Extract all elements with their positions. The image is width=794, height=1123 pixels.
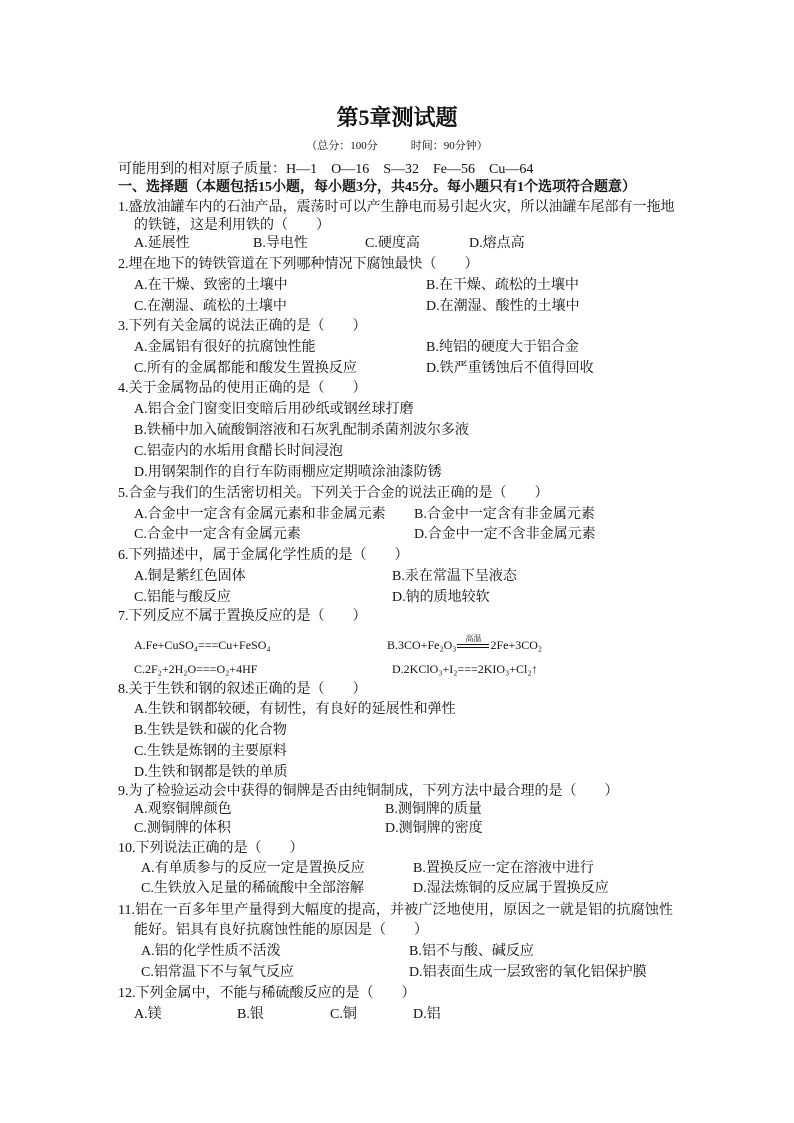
- question-10-option-a: A.有单质参与的反应一定是置换反应: [141, 861, 365, 876]
- question-5-option-d: D.合金中一定不含非金属元素: [414, 527, 596, 542]
- question-8-option-c: C.生铁是炼钢的主要原料: [134, 744, 287, 759]
- question-5-option-c: C.合金中一定含有金属元素: [134, 527, 301, 542]
- question-5-option-a: A.合金中一定含有金属元素和非金属元素: [134, 507, 386, 522]
- question-11-option-a: A.铝的化学性质不活泼: [141, 944, 281, 959]
- question-6-option-a: A.铜是紫红色固体: [134, 569, 246, 584]
- question-4-option-d: D.用钢架制作的自行车防雨棚应定期喷涂油漆防锈: [134, 465, 442, 480]
- question-3-option-a: A.金属铝有很好的抗腐蚀性能: [134, 340, 316, 355]
- atomic-mass-note: 可能用到的相对原子质量：H—1 O—16 S—32 Fe—56 Cu—64: [118, 162, 534, 177]
- question-11-stem: 11.铝在一百多年里产量得到大幅度的提高，并被广泛地使用，原因之一就是铝的抗腐蚀性: [118, 903, 673, 918]
- section-heading: 一、选择题（本题包括15小题，每小题3分，共45分。每小题只有1个选项符合题意）: [118, 180, 636, 195]
- question-10-option-c: C.生铁放入足量的稀硫酸中全部溶解: [141, 881, 364, 896]
- question-2-option-c: C.在潮湿、疏松的土壤中: [134, 299, 287, 314]
- question-10-stem: 10.下列说法正确的是（ ）: [118, 841, 304, 856]
- question-12-option-a: A.镁: [134, 1007, 162, 1022]
- question-2-option-d: D.在潮湿、酸性的土壤中: [426, 299, 580, 314]
- question-6-stem: 6.下列描述中，属于金属化学性质的是（ ）: [118, 548, 409, 563]
- question-11-option-b: B.铝不与酸、碱反应: [409, 944, 534, 959]
- question-5-option-b: B.合金中一定含有非金属元素: [414, 507, 595, 522]
- question-12-stem: 12.下列金属中，不能与稀硫酸反应的是（ ）: [118, 986, 416, 1001]
- question-1-option-c: C.硬度高: [365, 236, 420, 251]
- question-7-stem: 7.下列反应不属于置换反应的是（ ）: [118, 609, 367, 624]
- question-10-option-b: B.置换反应一定在溶液中进行: [413, 861, 594, 876]
- question-6-option-c: C.铝能与酸反应: [134, 590, 231, 605]
- question-1-stem-continued: 的铁链，这是利用铁的（ ）: [134, 218, 330, 233]
- question-2-option-a: A.在干燥、致密的土壤中: [134, 278, 288, 293]
- page-title: 第5章测试题: [336, 105, 458, 130]
- question-9-option-d: D.测铜牌的密度: [385, 821, 483, 836]
- question-11-option-d: D.铝表面生成一层致密的氧化铝保护膜: [409, 965, 647, 980]
- question-8-option-a: A.生铁和钢都较硬，有韧性，有良好的延展性和弹性: [134, 702, 456, 717]
- question-9-option-b: B.测铜牌的质量: [385, 802, 482, 817]
- question-5-stem: 5.合金与我们的生活密切相关。下列关于合金的说法正确的是（ ）: [118, 486, 549, 501]
- question-12-option-b: B.银: [237, 1007, 264, 1022]
- question-4-option-c: C.铝壶内的水垢用食醋长时间浸泡: [134, 444, 343, 459]
- question-3-option-d: D.铁严重锈蚀后不值得回收: [426, 361, 594, 376]
- question-7-option-a: A.Fe+CuSO₄===Cu+FeSO₄: [134, 638, 271, 652]
- reaction-condition: 高温: [465, 634, 482, 644]
- question-7-option-d: D.2KClO₃+I₂===2KIO₃+Cl₂↑: [392, 662, 538, 676]
- question-12-option-c: C.铜: [330, 1007, 357, 1022]
- question-9-option-c: C.测铜牌的体积: [134, 821, 231, 836]
- question-10-option-d: D.湿法炼铜的反应属于置换反应: [413, 881, 609, 896]
- question-1-option-b: B.导电性: [253, 236, 308, 251]
- question-3-option-c: C.所有的金属都能和酸发生置换反应: [134, 361, 357, 376]
- question-6-option-d: D.钠的质地较软: [392, 590, 490, 605]
- question-9-option-a: A.观察铜牌颜色: [134, 802, 232, 817]
- reaction-equals-sign: [457, 634, 489, 648]
- question-4-option-b: B.铁桶中加入硫酸铜溶液和石灰乳配制杀菌剂波尔多液: [134, 423, 469, 438]
- question-8-option-b: B.生铁是铁和碳的化合物: [134, 723, 287, 738]
- question-8-option-d: D.生铁和钢都是铁的单质: [134, 765, 288, 780]
- question-4-option-a: A.铝合金门窗变旧变暗后用砂纸或钢丝球打磨: [134, 402, 414, 417]
- question-3-option-b: B.纯铝的硬度大于铝合金: [426, 340, 579, 355]
- question-2-stem: 2.埋在地下的铸铁管道在下列哪种情况下腐蚀最快（ ）: [118, 257, 479, 272]
- question-1-option-a: A.延展性: [134, 236, 190, 251]
- question-4-stem: 4.关于金属物品的使用正确的是（ ）: [118, 381, 367, 396]
- question-2-option-b: B.在干燥、疏松的土壤中: [426, 278, 579, 293]
- question-7-option-c: C.2F₂+2H₂O===O₂+4HF: [134, 662, 258, 676]
- question-7-option-b-reactants: B.3CO+Fe₂O₃: [387, 638, 457, 652]
- question-6-option-b: B.汞在常温下呈液态: [392, 569, 517, 584]
- question-12-option-d: D.铝: [413, 1007, 441, 1022]
- question-3-stem: 3.下列有关金属的说法正确的是（ ）: [118, 319, 367, 334]
- question-7-option-b: [387, 635, 542, 655]
- question-11-option-c: C.铝常温下不与氧气反应: [141, 965, 294, 980]
- exam-info: （总分：100分 时间：90分钟）: [306, 140, 488, 152]
- question-7-option-b-products: 2Fe+3CO₂: [490, 638, 543, 652]
- question-1-stem: 1.盛放油罐车内的石油产品，震荡时可以产生静电而易引起火灾，所以油罐车尾部有一拖地: [118, 200, 675, 215]
- question-11-stem-continued: 能好。铝具有良好抗腐蚀性能的原因是（ ）: [134, 923, 428, 938]
- question-8-stem: 8.关于生铁和钢的叙述正确的是（ ）: [118, 682, 367, 697]
- question-9-stem: 9.为了检验运动会中获得的铜牌是否由纯铜制成，下列方法中最合理的是（ ）: [118, 784, 619, 799]
- question-1-option-d: D.熔点高: [469, 236, 525, 251]
